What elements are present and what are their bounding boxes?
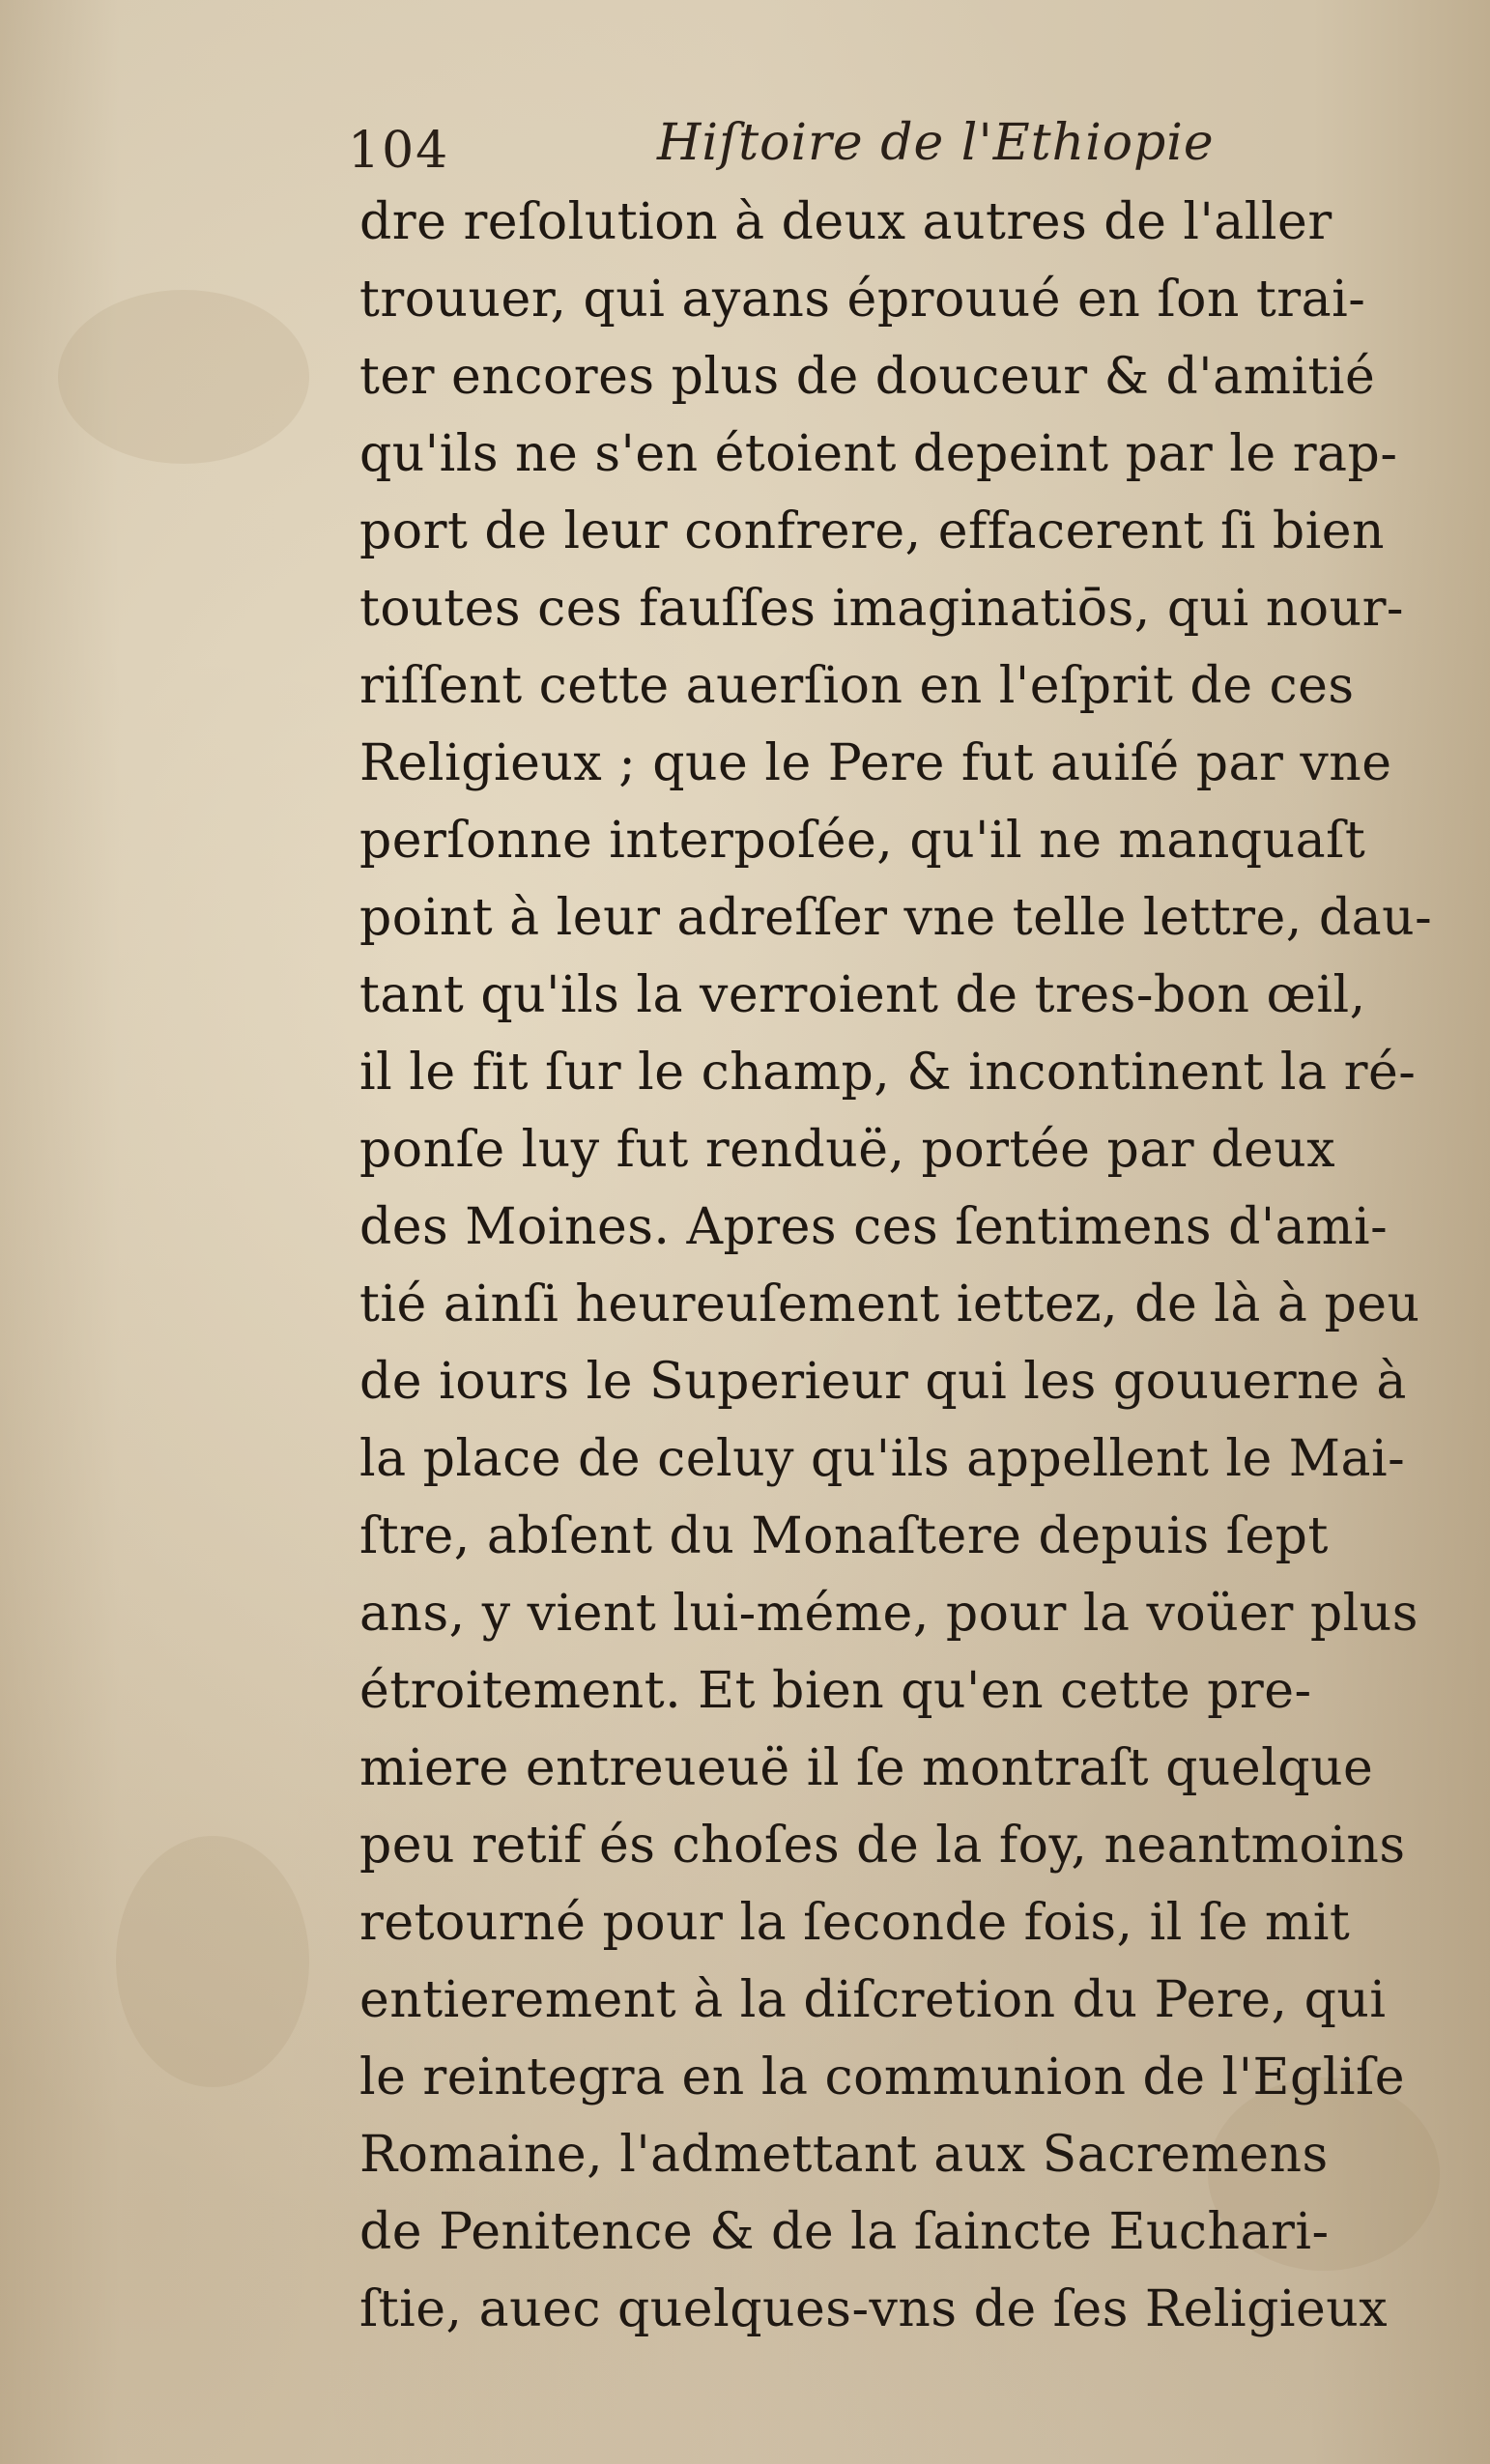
text-line: trouuer, qui ayans éprouué en ſon trai- [359, 271, 1366, 329]
text-line: le reintegra en la communion de l'Egliſe [359, 2049, 1406, 2106]
text-line: peu retif és choſes de la foy, neantmoins [359, 1817, 1406, 1875]
text-line: miere entreueuë il ſe montraſt quelque [359, 1739, 1374, 1797]
text-line: étroitement. Et bien qu'en cette pre- [359, 1662, 1312, 1720]
page-header [348, 114, 1314, 191]
text-line: point à leur adreſſer vne telle lettre, dau- [359, 889, 1433, 947]
text-line: de Penitence & de la ſaincte Euchari- [359, 2203, 1330, 2261]
text-line: il le fit ſur le champ, & incontinent la ré- [359, 1044, 1417, 1102]
text-line: ſtie, auec quelques-vns de ſes Religieux [359, 2280, 1389, 2338]
text-line: la place de celuy qu'ils appellent le Mai- [359, 1430, 1406, 1488]
body-text [359, 184, 1442, 2348]
text-line: retourné pour la ſeconde fois, il ſe mit [359, 1894, 1351, 1952]
paper-stain [58, 290, 309, 464]
page-number: 104 [348, 122, 450, 180]
text-line: ans, y vient lui-méme, pour la voüer plus [359, 1585, 1418, 1643]
text-line: entierement à la diſcretion du Pere, qui [359, 1971, 1387, 2029]
running-title: Hiſtoire de l'Ethiopie [657, 114, 1215, 172]
text-line: dre reſolution à deux autres de l'aller [359, 193, 1332, 251]
text-line: toutes ces fauſſes imaginatiōs, qui nour- [359, 580, 1404, 638]
text-line: des Moines. Apres ces ſentimens d'ami- [359, 1198, 1389, 1256]
text-line: qu'ils ne s'en étoient depeint par le rap- [359, 425, 1398, 483]
text-line: ponſe luy fut renduë, portée par deux [359, 1121, 1336, 1179]
paper-stain [116, 1836, 309, 2087]
text-line: Romaine, l'admettant aux Sacremens [359, 2126, 1329, 2184]
text-line: perſonne interpoſée, qu'il ne manquaſt [359, 812, 1366, 870]
text-line: tié ainſi heureuſement iettez, de là à peu [359, 1275, 1420, 1333]
text-line: ſtre, abſent du Monaſtere depuis ſept [359, 1507, 1329, 1565]
text-line: tant qu'ils la verroient de tres-bon œil, [359, 966, 1366, 1024]
text-line: riſſent cette auerſion en l'eſprit de ces [359, 657, 1355, 715]
text-line: Religieux ; que le Pere fut auiſé par vne [359, 734, 1392, 792]
text-line: port de leur confrere, effacerent ſi bien [359, 502, 1386, 560]
text-line: ter encores plus de douceur & d'amitié [359, 348, 1376, 406]
text-line: de iours le Superieur qui les gouuerne à [359, 1353, 1407, 1411]
